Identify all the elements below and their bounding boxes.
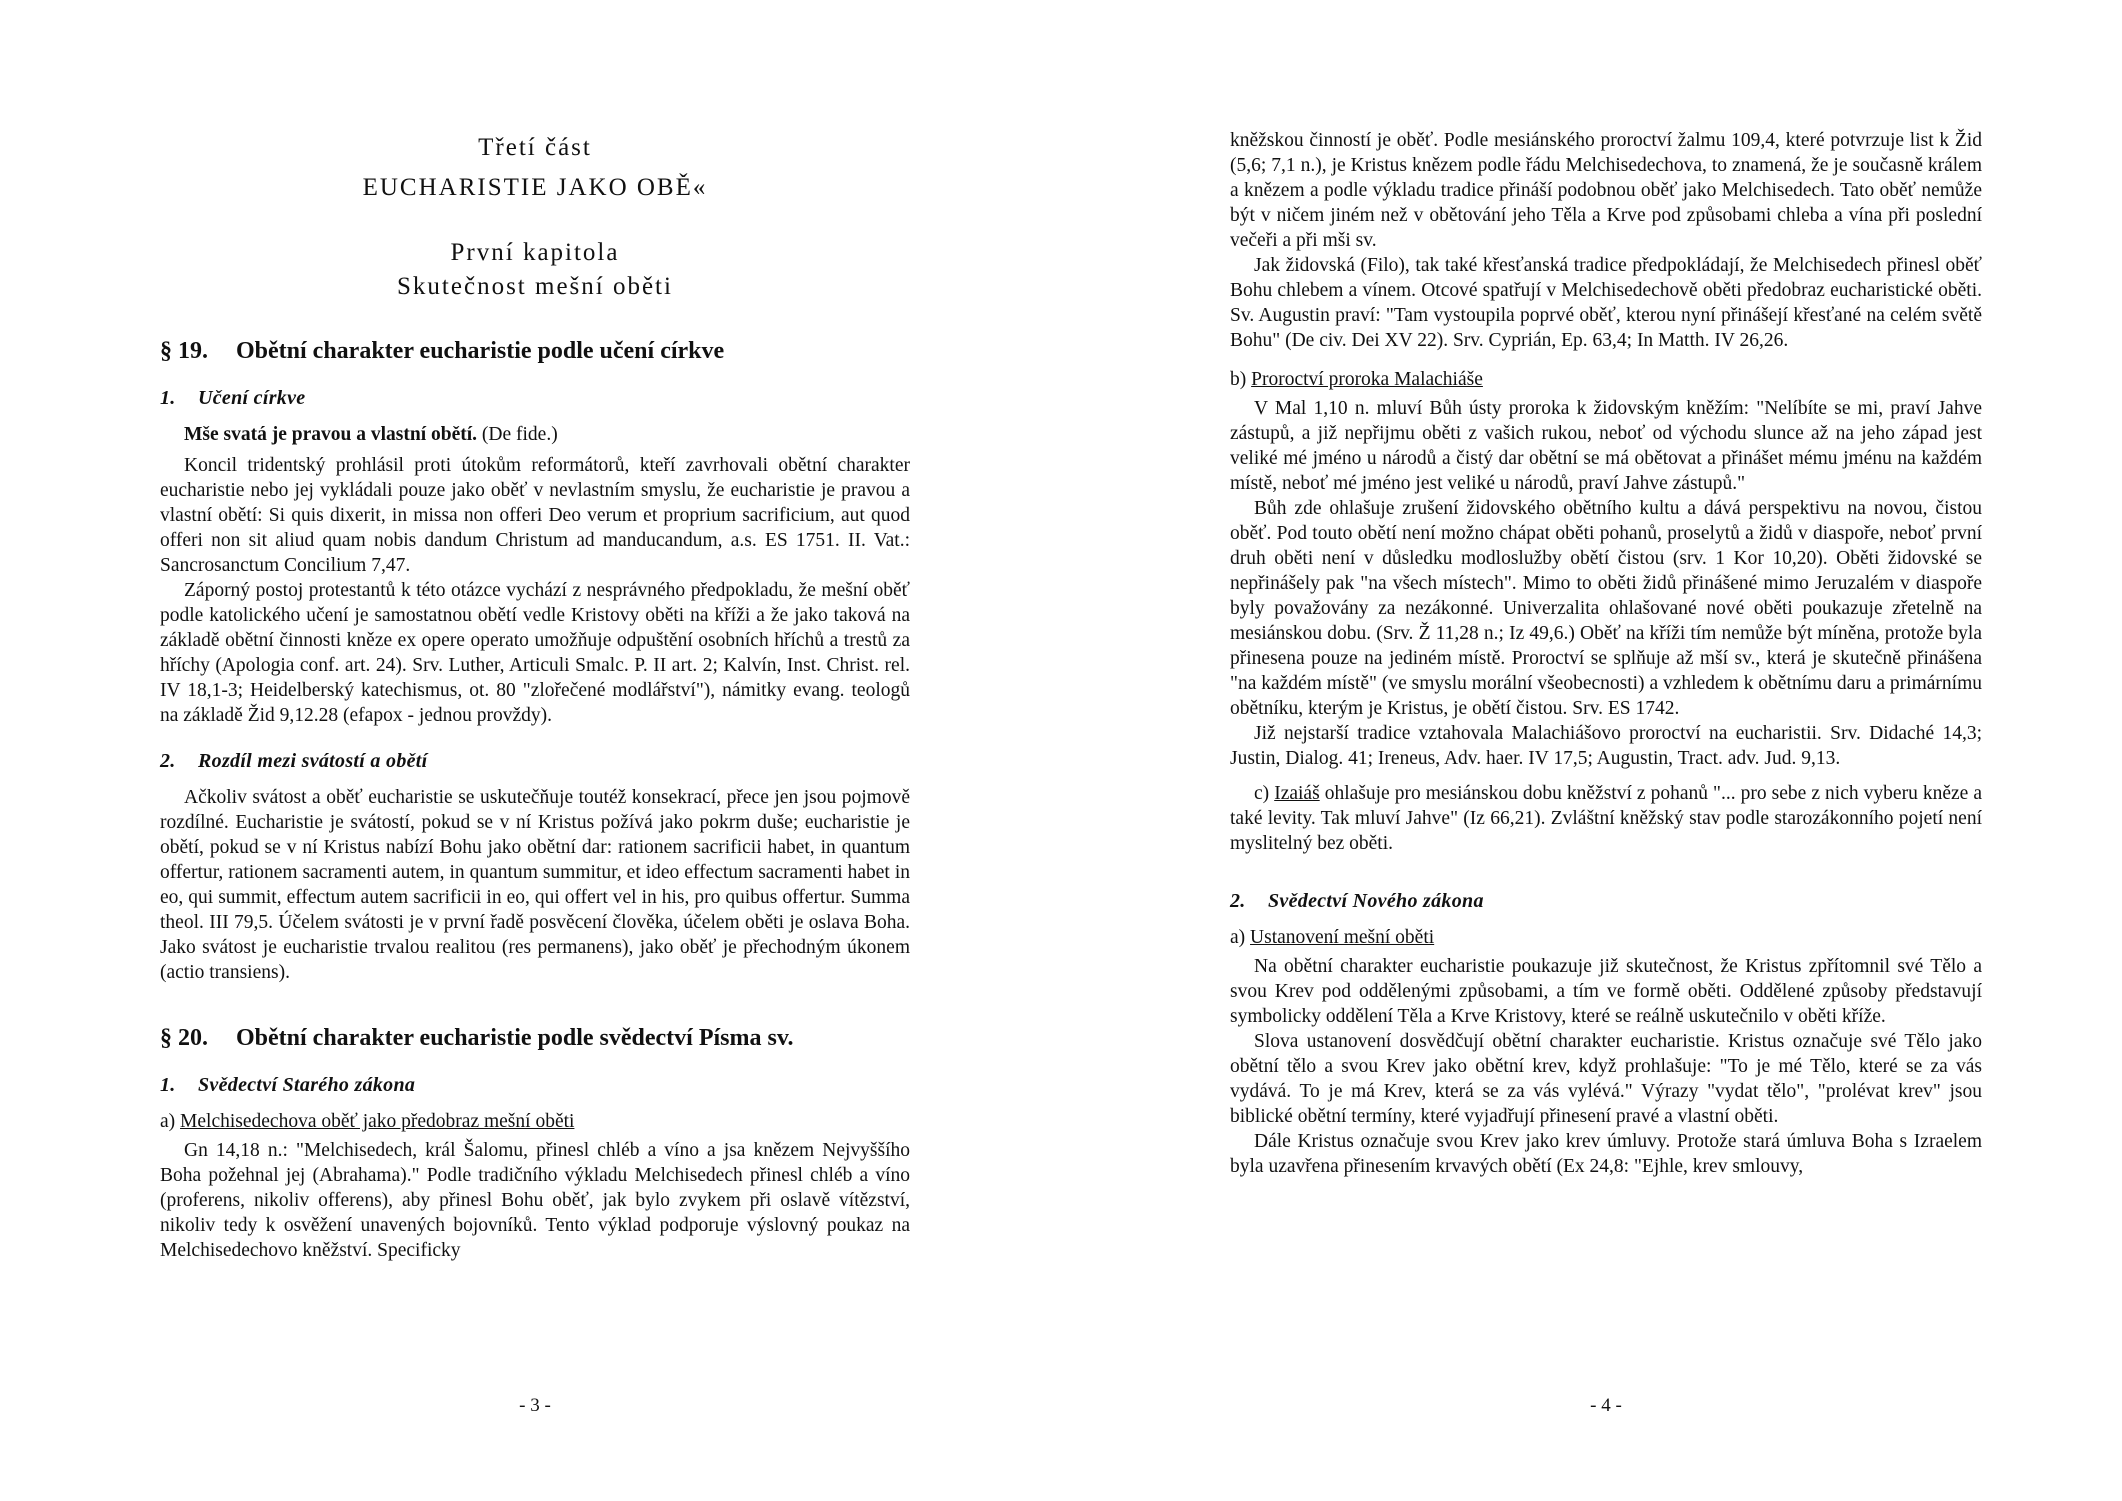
point-title: Proroctví proroka Malachiáše <box>1251 369 1483 390</box>
section-20-heading <box>160 1025 910 1052</box>
part-label: Třetí část <box>478 134 592 161</box>
page-number: - 3 - <box>519 1395 551 1416</box>
subsection-number: 1. <box>160 1074 176 1096</box>
paragraph: Ačkoliv svátost a oběť eucharistie se uskutečňuje toutéž konsekrací, přece jen jsou pojmově rozdílné. Eucharistie je svátostí, pokud se v ní Kristus požívá jako pokrm duše; eucharistie je obětí, pokud se v ní Kristus nabízí Bohu jako obětní dar: rationem sacrificii habet, in quantum offertur, rationem sacramenti autem, in quantum summitur, et ideo effectum sacramenti habet in eo, qui summit, effectum autem sacrificii in eo, qui offert vel in his, pro quibus offertur. Summa theol. III 79,5. Účelem svátosti je v první řadě posvěcení člověka, účelem oběti je oslava Boha. Jako svátost je eucharistie trvalou realitou (res permanens), jako oběť je přechodným úkonem (actio transiens). <box>160 787 910 983</box>
paragraph: kněžskou činností je oběť. Podle mesiánského proroctví žalmu 109,4, které potvrzuje list k Žid (5,6; 7,1 n.), je Kristus knězem podle řádu Melchisedechova, to znamená, že je současně králem a knězem a podle výkladu tradice přináší podobnou oběť jako Melchisedech. Tato oběť nemůže být v ničem jiném než v obětování jeho Těla a Krve pod způsobami chleba a vína při poslední večeři a při mši sv. <box>1230 130 1982 251</box>
subsection-title: Rozdíl mezi svátostí a obětí <box>198 750 428 772</box>
subsection-title: Učení církve <box>198 387 306 409</box>
subsection-heading <box>160 1074 910 1097</box>
subsection-heading <box>1230 890 1982 913</box>
point-heading <box>1230 367 1982 392</box>
point-title: Melchisedechova oběť jako předobraz mešní oběti <box>180 1111 575 1132</box>
point-label: b) <box>1230 369 1247 390</box>
izaias-name: Izaiáš <box>1274 783 1320 804</box>
section-title: Obětní charakter eucharistie podle učení církve <box>236 338 725 364</box>
part-title: EUCHARISTIE JAKO OBĚ« <box>362 174 708 201</box>
point-label: c) <box>1254 783 1270 804</box>
chapter-heading <box>160 236 910 304</box>
izaias-text: ohlašuje pro mesiánskou dobu kněžství z pohanů "... pro sebe z nich vyberu kněze a také levity. Tak mluví Jahve" (Iz 66,21). Zvláštní kněžský stav podle starozákonního pojetí není myslitelný bez oběti. <box>1230 783 1983 854</box>
point-title: Ustanovení mešní oběti <box>1250 927 1435 948</box>
paragraph: Gn 14,18 n.: "Melchisedech, král Šalomu, přinesl chléb a víno a jsa knězem Nejvyššího Boha požehnal jej (Abrahama)." Podle tradičního výkladu Melchisedech přinesl chléb a víno (proferens, nikoliv offerens), aby přinesl Bohu oběť, jak bylo zvykem při oslavě vítězství, nikoliv tedy k osvěžení unavených bojovníků. Tento výklad podporuje výslovný poukaz na Melchisedechovo kněžství. Specificky <box>160 1140 910 1261</box>
point-label: a) <box>160 1111 176 1132</box>
paragraph: Koncil tridentský prohlásil proti útokům reformátorů, kteří zavrhovali obětní charakter eucharistie nebo jej vykládali pouze jako oběť v nevlastním smyslu, že eucharistie je pravou a vlastní obětí: Si quis dixerit, in missa non offeri Deo verum et proprium sacrificium, aut quod offeri non sit aliud quam nobis dandum Christum ad manducandum, a.s. ES 1751. II. Vat.: Sancrosanctum Concilium 7,47. <box>160 455 910 576</box>
part-heading <box>160 128 910 208</box>
point-label: a) <box>1230 927 1246 948</box>
paragraph: Na obětní charakter eucharistie poukazuje již skutečnost, že Kristus zpřítomnil své Tělo a svou Krev pod oddělenými způsobami, a tím ve formě oběti. Oddělené způsoby představují symbolicky oddělení Těla a Krve Kristovy, které se reálně uskutečnilo v oběti kříže. <box>1230 956 1982 1027</box>
page-number: - 4 - <box>1590 1395 1622 1416</box>
subsection-title: Svědectví Starého zákona <box>198 1074 416 1096</box>
section-title: Obětní charakter eucharistie podle svědectví Písma sv. <box>236 1025 794 1051</box>
left-page <box>160 0 910 1501</box>
paragraph: Již nejstarší tradice vztahovala Malachiášovo proroctví na eucharistii. Srv. Didaché 14,3; Justin, Dialog. 41; Ireneus, Adv. haer. IV 17,5; Augustin, Tract. adv. Jud. 9,13. <box>1230 723 1982 769</box>
paragraph: Záporný postoj protestantů k této otázce vychází z nesprávného předpokladu, že mešní oběť podle katolického učení je samostatnou obětí vedle Kristovy oběti na kříži a že jako taková na základě obětní činnosti kněze ex opere operato umožňuje odpuštění osobních hříchů a trestů za hříchy (Apologia conf. art. 24). Srv. Luther, Articuli Smalc. P. II art. 2; Kalvín, Inst. Christ. rel. IV 18,1-3; Heidelberský katechismus, ot. 80 "zlořečené modlářství"), námitky evang. teologů na základě Žid 9,12.28 (efapox - jednou provždy). <box>160 580 910 726</box>
point-heading <box>1230 925 1982 950</box>
subsection-number: 2. <box>160 750 176 772</box>
paragraph: Jak židovská (Filo), tak také křesťanská tradice předpokládají, že Melchisedech přinesl oběť Bohu chlebem a vínem. Otcové spatřují v Melchisedechově oběti předobraz eucharistické oběti. Sv. Augustin praví: "Tam vystoupila poprvé oběť, kterou nyní přinášejí křesťané na celém světě Bohu" (De civ. Dei XV 22). Srv. Cyprián, Ep. 63,4; In Matth. IV 26,26. <box>1230 255 1982 351</box>
dogma-note: (De fide.) <box>477 424 558 445</box>
paragraph: V Mal 1,10 n. mluví Bůh ústy proroka k židovským kněžím: "Nelíbíte se mi, praví Jahve zástupů, a již nepřijmu oběti z vašich rukou, neboť od východu slunce až na jeho západ jest veliké mé jméno u národů a čistý dar obětní se má obětovat a přinášet mému jménu na každém místě, neboť mé jméno jest veliké u národů, praví Jahve zástupů." <box>1230 398 1982 494</box>
subsection-title: Svědectví Nového zákona <box>1268 890 1484 912</box>
paragraph: Dále Kristus označuje svou Krev jako krev úmluvy. Protože stará úmluva Boha s Izraelem byla uzavřena přinesením krvavých obětí (Ex 24,8: "Ejhle, krev smlouvy, <box>1230 1131 1982 1177</box>
subsection-number: 2. <box>1230 890 1246 912</box>
point-heading <box>160 1109 910 1134</box>
subsection-heading <box>160 387 910 410</box>
right-page <box>1230 0 1982 1501</box>
subsection-number: 1. <box>160 387 176 409</box>
dogma-bold: Mše svatá je pravou a vlastní obětí. <box>184 424 478 445</box>
paragraph: Slova ustanovení dosvědčují obětní charakter eucharistie. Kristus označuje své Tělo jako obětní tělo a svou Krev jako obětní krev, když prohlašuje: "To je mé Tělo, které se za vás vydává. To je má Krev, která se za vás vylévá." Výrazy "vydat tělo", "prolévat krev" jsou biblické obětní termíny, které vyjadřují přinesení pravé a vlastní oběti. <box>1230 1031 1982 1127</box>
section-19-heading <box>160 338 910 365</box>
section-number: § 20. <box>160 1025 208 1051</box>
subsection-heading <box>160 750 910 773</box>
dogma-statement <box>184 422 910 447</box>
chapter-label: První kapitola <box>450 239 620 266</box>
paragraph-izaias <box>1230 781 1982 856</box>
chapter-title: Skutečnost mešní oběti <box>397 273 673 300</box>
section-number: § 19. <box>160 338 208 364</box>
paragraph: Bůh zde ohlašuje zrušení židovského obětního kultu a dává perspektivu na novou, čistou oběť. Pod touto obětí není možno chápat oběti pohanů, proselytů a židů v diaspoře, neboť první druh oběti není v důsledku modloslužby obětí čistou (srv. 1 Kor 10,20). Oběti židovské se nepřinášely pak "na všech místech". Mimo to oběti židů přinášené mimo Jeruzalém v diaspoře byly považovány za nezákonné. Univerzalita ohlašované nové oběti poukazuje zřetelně na mesiánskou dobu. (Srv. Ž 11,28 n.; Iz 49,6.) Oběť na kříži tím nemůže být míněna, protože byla přinesena pouze na jediném místě. Proroctví se splňuje až mší sv., která je skutečně přinášena "na každém místě" (ve smyslu morální všeobecnosti) a vzhledem k obětnímu daru a primárnímu obětníku, kterým je Kristus, je obětí čistou. Srv. ES 1742. <box>1230 498 1982 719</box>
